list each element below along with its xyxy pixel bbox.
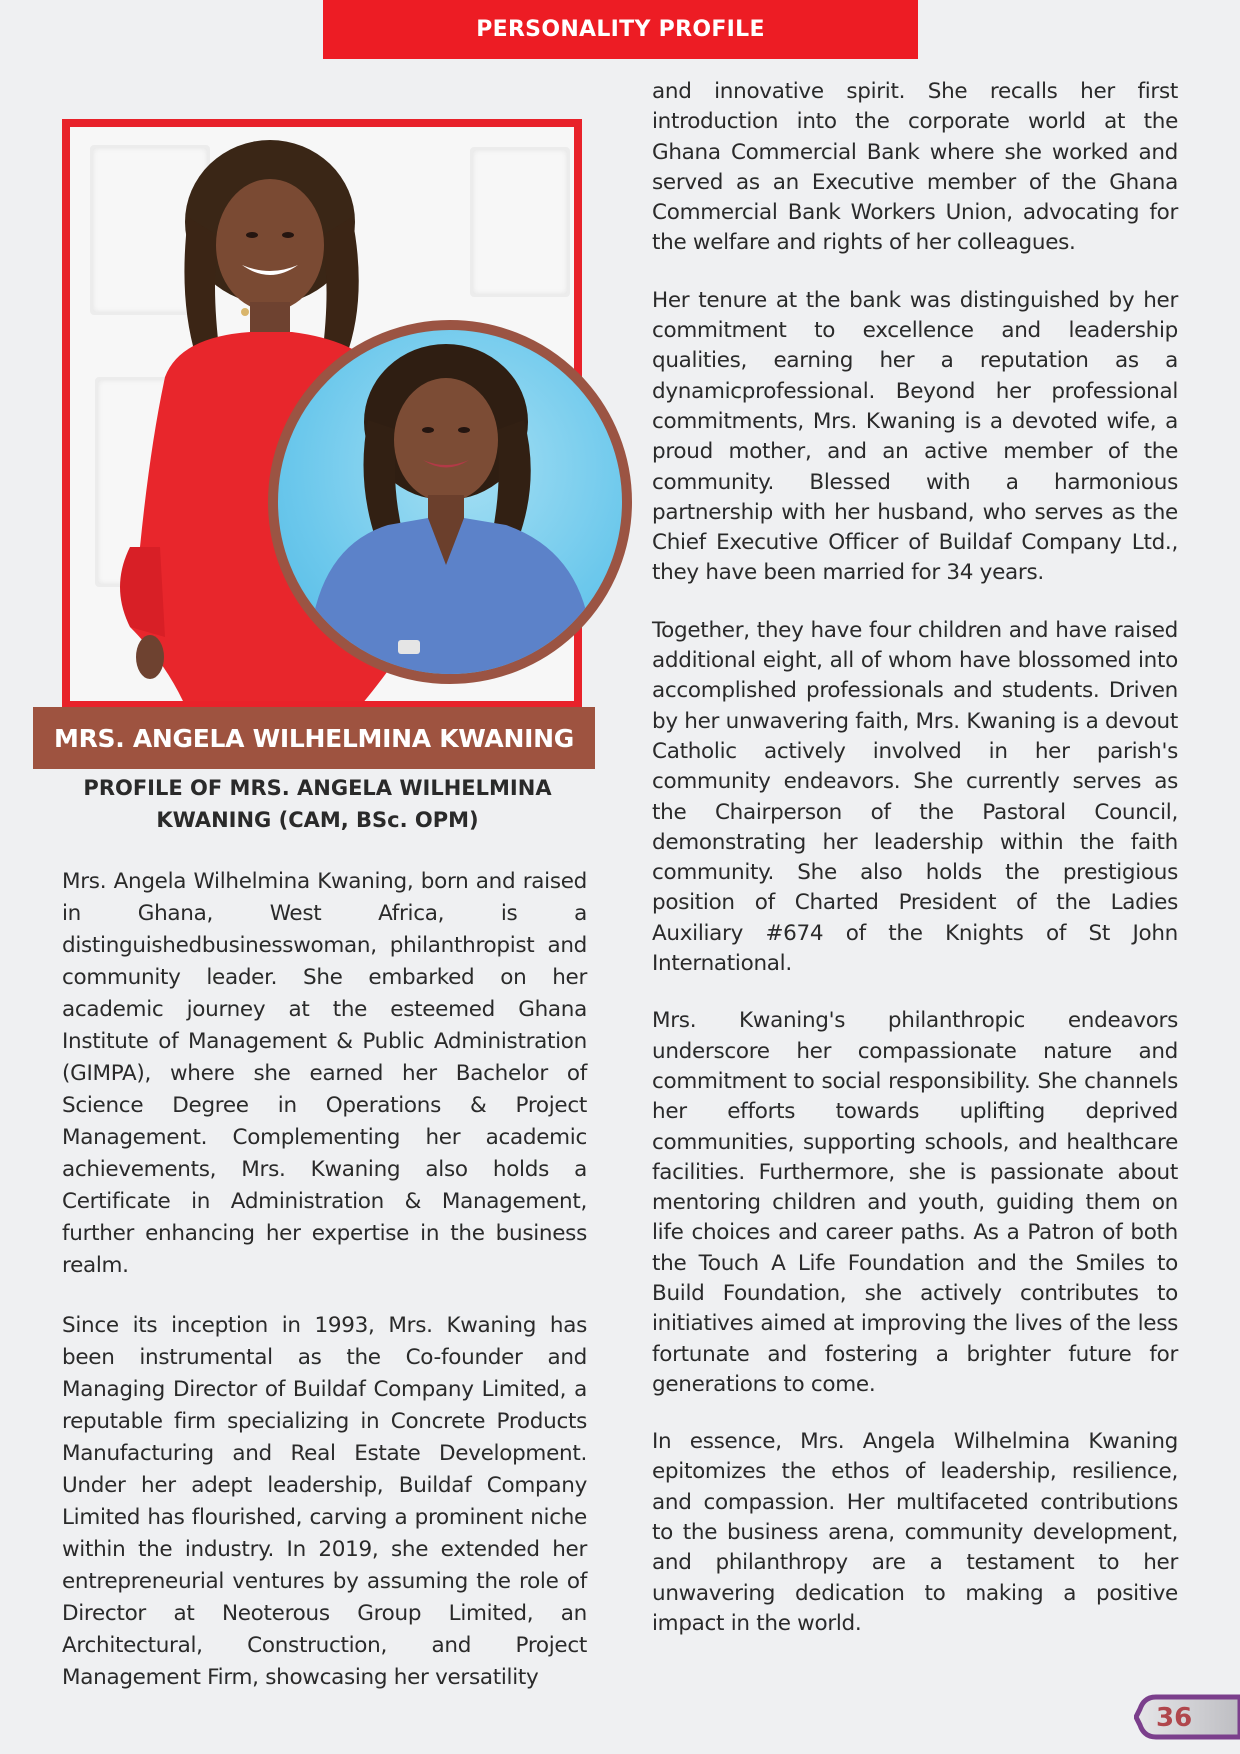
inset-portrait-blue-shirt — [268, 320, 632, 684]
body-paragraph: and innovative spirit. She recalls her first introduction into the corporate world at the Ghana Commercial Bank where she worked and served as an Executive member of the Ghana Commercial Bank Workers Union, advocating for the welfare and rights of her colleagues. — [652, 79, 1178, 256]
section-title: PERSONALITY PROFILE — [476, 17, 765, 42]
profile-heading-line: PROFILE OF MRS. ANGELA WILHELMINA — [83, 776, 552, 800]
section-header — [323, 0, 918, 59]
left-text-column — [62, 866, 587, 1722]
body-paragraph: Mrs. Kwaning's philanthropic endeavors underscore her compassionate nature and commitment to social responsibility. She channels her efforts towards uplifting deprived communities, supporting schools, and healthcare facilities. Furthermore, she is passionate about mentoring children and youth, guiding them on life choices and career paths. As a Patron of both the Touch A Life Foundation and the Smiles to Build Foundation, she actively contributes to initiatives aimed at improving the lives of the less fortunate and fostering a brighter future for generations to come. — [652, 1008, 1178, 1397]
subject-name: MRS. ANGELA WILHELMINA KWANING — [54, 723, 574, 753]
profile-heading — [40, 772, 595, 836]
body-paragraph: Together, they have four children and have raised additional eight, all of whom have blossomed into accomplished professionals and students. Driven by her unwavering faith, Mrs. Kwaning is a devout Catholic actively involved in her parish's community endeavors. She currently serves as the Chairperson of the Pastoral Council, demonstrating her leadership within the faith community. She also holds the prestigious position of Charted President of the Ladies Auxiliary #674 of the Knights of St John International. — [652, 617, 1179, 977]
body-paragraph: In essence, Mrs. Angela Wilhelmina Kwaning epitomizes the ethos of leadership, resilience, and compassion. Her multifaceted contributions to the business arena, community development, and philanthropy are a testament to her unwavering dedication to making a positive impact in the world. — [652, 1429, 1178, 1636]
profile-heading-line: KWANING (CAM, BSc. OPM) — [156, 808, 479, 832]
body-paragraph: Mrs. Angela Wilhelmina Kwaning, born and raised in Ghana, West Africa, is a distinguishedbusinesswoman, philanthropist and community leader. She embarked on her academic journey at the esteemed Ghana Institute of Management & Public Administration (GIMPA), where she earned her Bachelor of Science Degree in Operations & Project Management. Complementing her academic achievements, Mrs. Kwaning also holds a Certificate in Administration & Management, further enhancing her expertise in the business realm. — [62, 869, 587, 1278]
right-text-column — [652, 77, 1178, 1666]
page-number: 36 — [1156, 1703, 1193, 1733]
portrait-blue-shirt — [278, 330, 622, 674]
body-paragraph: Her tenure at the bank was distinguished by her commitment to excellence and leadership qualities, earning her a reputation as a dynamicprofessional. Beyond her professional commitments, Mrs. Kwaning is a devoted wife, a proud mother, and an active member of the community. Blessed with a harmonious partnership with her husband, who serves as the Chief Executive Officer of Buildaf Company Ltd., they have been married for 34 years. — [652, 287, 1178, 586]
body-paragraph: Since its inception in 1993, Mrs. Kwaning has been instrumental as the Co-founder and Managing Director of Buildaf Company Limited, a reputable firm specializing in Concrete Products Manufacturing and Real Estate Development. Under her adept leadership, Buildaf Company Limited has flourished, carving a prominent niche within the industry. In 2019, she extended her entrepreneurial ventures by assuming the role of Director at Neoterous Group Limited, an Architectural, Construction, and Project Management Firm, showcasing her versatility — [62, 1313, 587, 1690]
name-banner — [33, 707, 595, 769]
